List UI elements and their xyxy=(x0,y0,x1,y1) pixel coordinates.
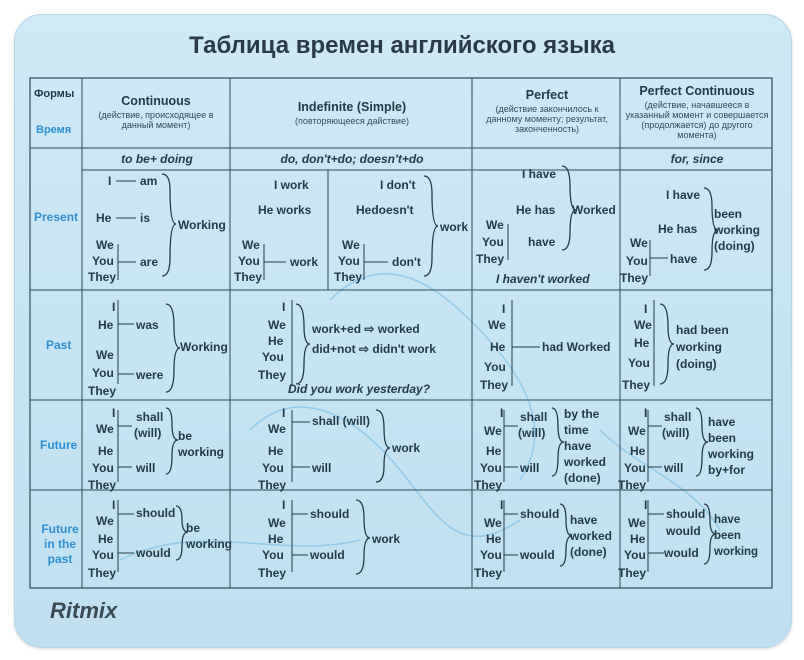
pron-you: You xyxy=(624,461,646,475)
pron-i: I xyxy=(500,498,504,512)
verb-working: Working xyxy=(180,340,228,354)
pron-we: We xyxy=(96,348,114,362)
header-forms: Формы xyxy=(34,88,75,100)
pron-you: You xyxy=(262,461,284,475)
verb-should: should xyxy=(666,507,706,521)
pron-we: We xyxy=(268,422,286,436)
verb-be-working: be working xyxy=(178,429,225,459)
pron-they: They xyxy=(88,270,117,284)
pron-they: They xyxy=(476,252,505,266)
pron-i: I xyxy=(644,498,648,512)
verb-will: will xyxy=(136,461,156,475)
pron-i: I xyxy=(644,302,648,316)
verb-would: would xyxy=(520,548,555,562)
verb-be-working: be working xyxy=(186,521,233,551)
header-perfcont-desc: (действие, начавшееся в указанный момент и совершается (продолжается) до другого момента) xyxy=(625,100,769,140)
pron-we: We xyxy=(634,318,652,332)
header-time: Время xyxy=(36,124,72,136)
verb-will-paren: (will) xyxy=(518,426,546,440)
verb-work: work xyxy=(440,220,469,234)
pron-he: He xyxy=(268,532,284,546)
pron-we: We xyxy=(488,318,506,332)
verb-will: will xyxy=(664,461,684,475)
verb-will: will xyxy=(520,461,540,475)
pron-he: He xyxy=(490,340,506,354)
verb-shall-will: shall (will) xyxy=(312,414,371,428)
pron-i: I xyxy=(502,302,506,316)
pron-you: You xyxy=(480,548,502,562)
header-perfect: Perfect xyxy=(525,88,569,102)
verb-have: have xyxy=(670,252,698,266)
pron-i: I xyxy=(112,406,116,420)
text-he-has: He has xyxy=(658,222,698,236)
pron-they: They xyxy=(474,478,503,492)
pron-they: They xyxy=(474,566,503,580)
pron-i: I xyxy=(282,498,286,512)
header-simple-desc: (повторяющееся дайствие) xyxy=(295,116,409,126)
verb-should: should xyxy=(136,506,176,520)
verb-would: would xyxy=(664,546,699,560)
pron-he: He xyxy=(634,336,650,350)
pron-you: You xyxy=(262,548,284,562)
pron-we: We xyxy=(268,516,286,530)
pron-you: You xyxy=(482,235,504,249)
pron-they: They xyxy=(258,368,287,382)
pron-you: You xyxy=(338,254,360,268)
header-continuous-desc: (действие, происходящее в данный момент) xyxy=(98,110,214,130)
verb-have-worked: by the time have worked (done) xyxy=(564,407,607,485)
verb-had-been-working: had been working (doing) xyxy=(676,323,729,371)
text-he-has: He has xyxy=(516,203,556,217)
pron-you: You xyxy=(626,254,648,268)
text-i-dont: I don't xyxy=(380,178,416,192)
verb-work: work xyxy=(372,532,401,546)
header-simple: Indefinite (Simple) xyxy=(297,100,407,114)
pron-he: He xyxy=(268,444,284,458)
pron-they: They xyxy=(88,384,117,398)
verb-should: should xyxy=(520,507,560,521)
pron-they: They xyxy=(258,478,287,492)
row-future: Future xyxy=(40,438,78,452)
pron-i: I xyxy=(282,406,286,420)
verb-dont: don't xyxy=(392,255,421,269)
text-i-have: I have xyxy=(666,188,701,202)
pron-we: We xyxy=(96,238,114,252)
pron-we: We xyxy=(342,238,360,252)
pron-they: They xyxy=(234,270,263,284)
pron-i: I xyxy=(282,300,286,314)
verb-have: have xyxy=(528,235,556,249)
verb-will-paren: (will) xyxy=(134,426,162,440)
pron-we: We xyxy=(484,516,502,530)
verb-am: am xyxy=(140,174,158,188)
pron-you: You xyxy=(92,254,114,268)
pron-he: He xyxy=(486,532,502,546)
hint-continuous: to be+ doing xyxy=(121,152,193,166)
header-perfect-continuous: Perfect Continuous xyxy=(639,84,755,98)
pron-you: You xyxy=(238,254,260,268)
verb-would: would xyxy=(666,524,701,538)
verb-worked: Worked xyxy=(572,203,616,217)
verb-should: should xyxy=(310,507,350,521)
pron-we: We xyxy=(486,218,504,232)
pron-i: I xyxy=(112,300,116,314)
header-continuous: Continuous xyxy=(121,94,191,108)
verb-working: Working xyxy=(178,218,226,232)
verb-was: was xyxy=(136,318,159,332)
pron-he: He xyxy=(98,444,114,458)
header-perfect-desc: (действие закончилось к данному моменту; результат, законченность) xyxy=(486,104,608,134)
pron-you: You xyxy=(262,350,284,364)
verb-have-been-working: have been working xyxy=(714,514,759,558)
pron-they: They xyxy=(618,566,647,580)
pron-we: We xyxy=(96,422,114,436)
page-title: Таблица времен английского языка xyxy=(189,32,615,59)
pron-he: He xyxy=(486,444,502,458)
text-i-have: I have xyxy=(522,167,557,181)
pron-we: We xyxy=(628,516,646,530)
pron-they: They xyxy=(88,478,117,492)
pron-they: They xyxy=(480,378,509,392)
pron-you: You xyxy=(628,356,650,370)
pron-they: They xyxy=(620,271,649,285)
verb-shall: shall xyxy=(136,410,164,424)
pron-you: You xyxy=(624,548,646,562)
pron-we: We xyxy=(484,424,502,438)
pron-he: He xyxy=(98,318,114,332)
verb-will: will xyxy=(312,461,332,475)
verb-is: is xyxy=(140,211,151,225)
pron-he: He xyxy=(630,444,646,458)
text-negative-example: I haven't worked xyxy=(496,272,590,286)
text-question-example: Did you work yesterday? xyxy=(288,382,431,396)
verb-work: work xyxy=(392,441,421,455)
verb-would: would xyxy=(136,546,171,560)
pron-they: They xyxy=(258,566,287,580)
verb-will-paren: (will) xyxy=(662,426,690,440)
text-he-works: He works xyxy=(258,203,312,217)
pron-he: He xyxy=(98,532,114,546)
pron-i: I xyxy=(644,406,648,420)
pron-we: We xyxy=(268,318,286,332)
pron-you: You xyxy=(92,461,114,475)
pron-they: They xyxy=(618,478,647,492)
text-did-not: did+not ⇨ didn't work xyxy=(312,342,436,356)
pron-i: I xyxy=(108,174,112,188)
hint-perfcont: for, since xyxy=(670,152,724,166)
text-he-doesnt: Hedoesn't xyxy=(356,203,414,217)
verb-work: work xyxy=(290,255,319,269)
pron-we: We xyxy=(242,238,260,252)
row-past: Past xyxy=(46,338,72,352)
verb-shall: shall xyxy=(664,410,692,424)
verb-been-working: been working (doing) xyxy=(714,207,761,253)
pron-we: We xyxy=(630,236,648,250)
pron-you: You xyxy=(92,366,114,380)
verb-were: were xyxy=(136,368,164,382)
pron-you: You xyxy=(92,548,114,562)
pron-i: I xyxy=(112,498,116,512)
hint-simple: do, don't+do; doesn't+do xyxy=(280,152,424,166)
row-present: Present xyxy=(34,210,79,224)
pron-i: I xyxy=(500,406,504,420)
pron-he: He xyxy=(630,532,646,546)
brand-logo: Ritmix xyxy=(50,598,118,623)
pron-you: You xyxy=(480,461,502,475)
pron-we: We xyxy=(628,424,646,438)
text-work-ed: work+ed ⇨ worked xyxy=(312,322,420,336)
verb-would: would xyxy=(310,548,345,562)
pron-he: He xyxy=(96,211,112,225)
pron-you: You xyxy=(484,360,506,374)
pron-they: They xyxy=(88,566,117,580)
pron-they: They xyxy=(622,378,651,392)
pron-he: He xyxy=(268,334,284,348)
verb-have-worked: have worked (done) xyxy=(570,513,613,559)
row-future-in-past: Future in the past xyxy=(41,522,79,566)
text-i-work: I work xyxy=(274,178,309,192)
verb-had-worked: had Worked xyxy=(542,340,611,354)
pron-we: We xyxy=(96,514,114,528)
verb-shall: shall xyxy=(520,410,548,424)
verb-have-been-working: have been working by+for xyxy=(708,415,755,477)
verb-are: are xyxy=(140,255,159,269)
pron-they: They xyxy=(334,270,363,284)
